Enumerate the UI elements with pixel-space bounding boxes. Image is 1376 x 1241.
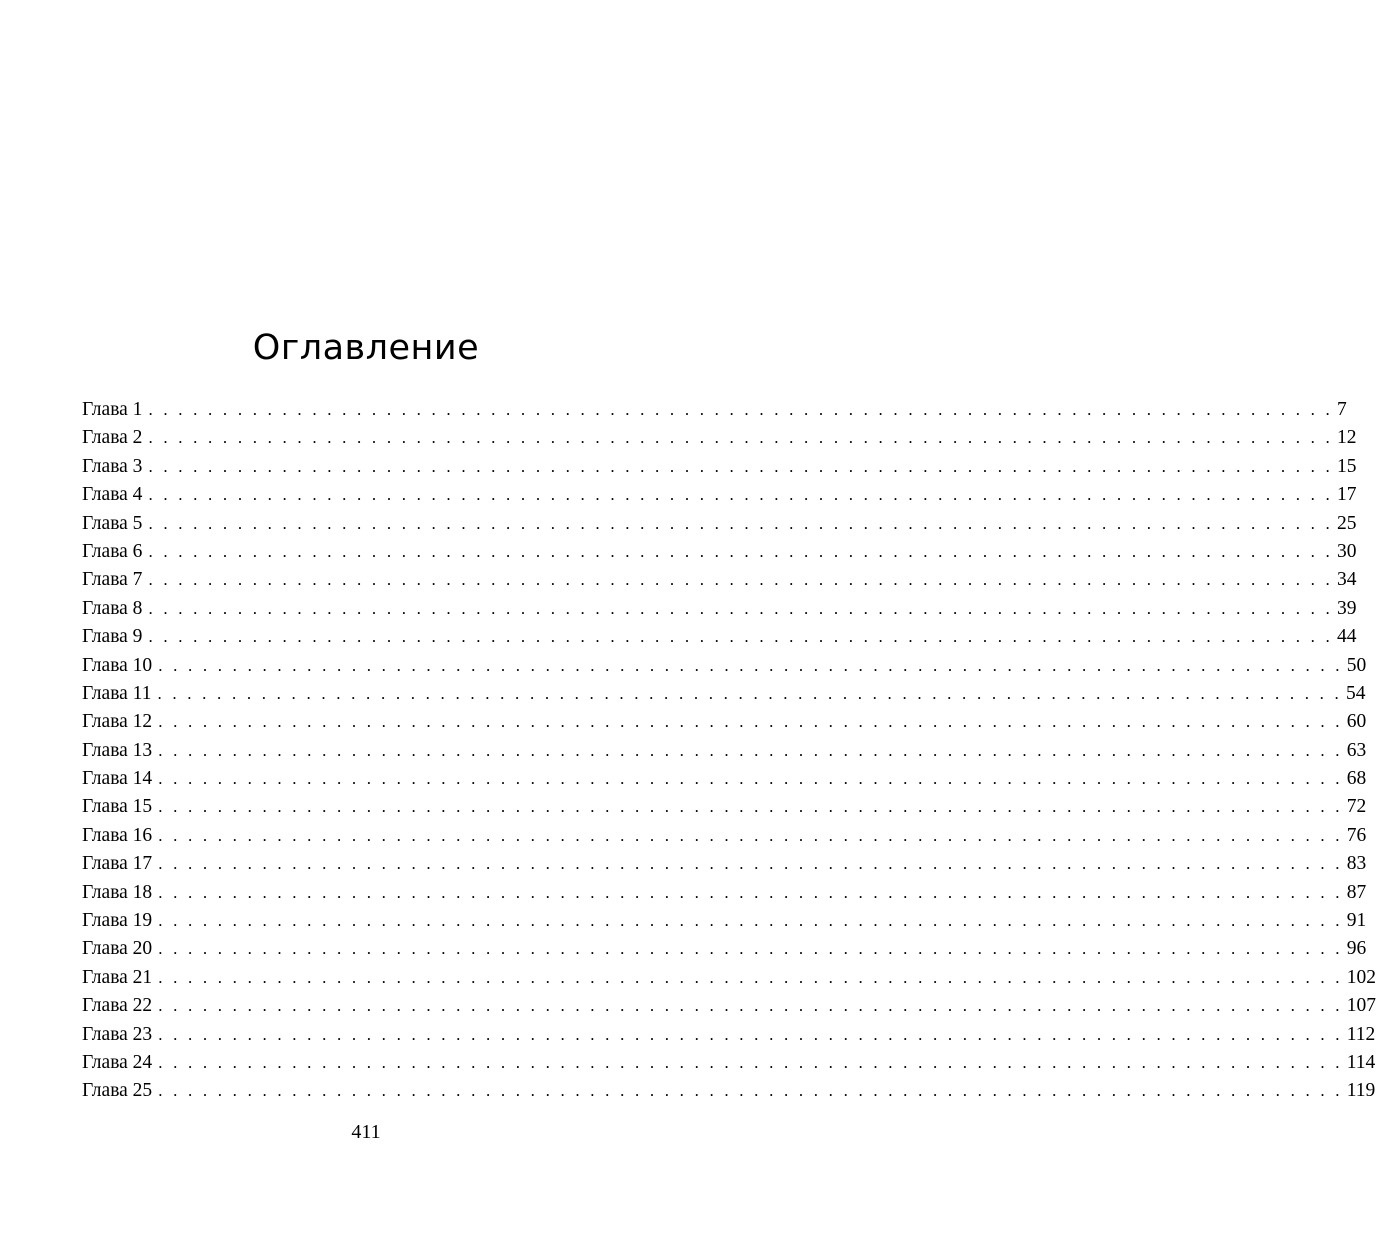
dot-leader: . . . . . . . . . . . . . . . . . . . . . . . . . . . . . . . . . . . . . . . . . . . . . . . . . . . . . . . . . . . . . . . . . . . . . . . . . . . . . . . . bbox=[158, 825, 1343, 845]
toc-entry bbox=[82, 396, 1347, 424]
dot-leader: . . . . . . . . . . . . . . . . . . . . . . . . . . . . . . . . . . . . . . . . . . . . . . . . . . . . . . . . . . . . . . . . . . . . . . . . . . . . . . . . bbox=[158, 769, 1343, 789]
toc-entry-label: Глава 21 bbox=[82, 966, 153, 988]
toc-entry-page: 25 bbox=[1337, 512, 1357, 534]
dot-leader: . . . . . . . . . . . . . . . . . . . . . . . . . . . . . . . . . . . . . . . . . . . . . . . . . . . . . . . . . . . . . . . . . . . . . . . . . . . . . . . . bbox=[158, 740, 1343, 760]
dot-leader: . . . . . . . . . . . . . . . . . . . . . . . . . . . . . . . . . . . . . . . . . . . . . . . . . . . . . . . . . . . . . . . . . . . . . . . . . . . . . . . . bbox=[158, 939, 1343, 959]
dot-leader: . . . . . . . . . . . . . . . . . . . . . . . . . . . . . . . . . . . . . . . . . . . . . . . . . . . . . . . . . . . . . . . . . . . . . . . . . . . . . . . . bbox=[158, 854, 1343, 874]
toc-entry bbox=[82, 595, 1357, 623]
toc-entry-label: Глава 1 bbox=[82, 399, 143, 420]
toc-entry bbox=[82, 879, 1367, 907]
toc-entry-label: Глава 15 bbox=[82, 796, 153, 818]
toc-entry bbox=[82, 992, 1376, 1020]
toc-entry bbox=[82, 453, 1357, 481]
dot-leader: . . . . . . . . . . . . . . . . . . . . . . . . . . . . . . . . . . . . . . . . . . . . . . . . . . . . . . . . . . . . . . . . . . . . . . . . . . . . . . . . bbox=[158, 1024, 1343, 1044]
toc-entry-page: 119 bbox=[1346, 1080, 1376, 1102]
toc-entry-page: 7 bbox=[1337, 399, 1347, 420]
toc-entry bbox=[82, 935, 1367, 963]
toc-entry bbox=[82, 538, 1357, 566]
toc-entry-page: 17 bbox=[1337, 484, 1357, 506]
toc-entry-label: Глава 19 bbox=[82, 910, 153, 932]
dot-leader: . . . . . . . . . . . . . . . . . . . . . . . . . . . . . . . . . . . . . . . . . . . . . . . . . . . . . . . . . . . . . . . . . . . . . . . . . . . . . . . . bbox=[148, 428, 1333, 448]
dot-leader: . . . . . . . . . . . . . . . . . . . . . . . . . . . . . . . . . . . . . . . . . . . . . . . . . . . . . . . . . . . . . . . . . . . . . . . . . . . . . . . . bbox=[158, 655, 1343, 675]
toc-entry-label: Глава 4 bbox=[82, 484, 143, 506]
toc-entry-label: Глава 17 bbox=[82, 853, 153, 875]
toc-entry-label: Глава 9 bbox=[82, 626, 143, 648]
toc-entry-page: 76 bbox=[1346, 824, 1367, 846]
toc-entry-page: 87 bbox=[1346, 881, 1367, 903]
toc-entry-page: 107 bbox=[1346, 995, 1376, 1017]
toc-entry bbox=[82, 708, 1367, 736]
toc-entry-page: 39 bbox=[1337, 597, 1357, 619]
dot-leader: . . . . . . . . . . . . . . . . . . . . . . . . . . . . . . . . . . . . . . . . . . . . . . . . . . . . . . . . . . . . . . . . . . . . . . . . . . . . . . . . bbox=[158, 911, 1343, 931]
toc-entry-label: Глава 2 bbox=[82, 427, 143, 449]
toc-entry bbox=[82, 822, 1367, 850]
toc-entry bbox=[82, 510, 1357, 538]
toc-entry-label: Глава 13 bbox=[82, 739, 153, 761]
toc-entry bbox=[82, 424, 1357, 452]
toc-entry bbox=[82, 1049, 1376, 1077]
dot-leader: . . . . . . . . . . . . . . . . . . . . . . . . . . . . . . . . . . . . . . . . . . . . . . . . . . . . . . . . . . . . . . . . . . . . . . . . . . . . . . . . bbox=[148, 598, 1333, 618]
toc-entry-page: 68 bbox=[1346, 768, 1367, 790]
toc-entry-page: 54 bbox=[1346, 682, 1366, 704]
table-of-contents bbox=[82, 396, 1376, 1106]
toc-entry-label: Глава 23 bbox=[82, 1023, 153, 1045]
toc-entry-label: Глава 7 bbox=[82, 569, 143, 591]
toc-entry-label: Глава 3 bbox=[82, 455, 143, 477]
toc-entry-page: 72 bbox=[1346, 796, 1367, 818]
dot-leader: . . . . . . . . . . . . . . . . . . . . . . . . . . . . . . . . . . . . . . . . . . . . . . . . . . . . . . . . . . . . . . . . . . . . . . . . . . . . . . . . bbox=[158, 797, 1343, 817]
toc-entry-label: Глава 25 bbox=[82, 1080, 153, 1102]
dot-leader: . . . . . . . . . . . . . . . . . . . . . . . . . . . . . . . . . . . . . . . . . . . . . . . . . . . . . . . . . . . . . . . . . . . . . . . . . . . . . . . . bbox=[148, 456, 1333, 476]
dot-leader: . . . . . . . . . . . . . . . . . . . . . . . . . . . . . . . . . . . . . . . . . . . . . . . . . . . . . . . . . . . . . . . . . . . . . . . . . . . . . . . . bbox=[148, 400, 1333, 419]
toc-entry-page: 50 bbox=[1346, 654, 1367, 676]
toc-entry bbox=[82, 765, 1367, 793]
toc-entry-label: Глава 22 bbox=[82, 995, 153, 1017]
dot-leader: . . . . . . . . . . . . . . . . . . . . . . . . . . . . . . . . . . . . . . . . . . . . . . . . . . . . . . . . . . . . . . . . . . . . . . . . . . . . . . . . bbox=[148, 570, 1333, 590]
dot-leader: . . . . . . . . . . . . . . . . . . . . . . . . . . . . . . . . . . . . . . . . . . . . . . . . . . . . . . . . . . . . . . . . . . . . . . . . . . . . . . . . bbox=[158, 967, 1343, 987]
toc-entry-label: Глава 6 bbox=[82, 540, 143, 562]
toc-entry-label: Глава 12 bbox=[82, 711, 153, 733]
toc-entry-page: 112 bbox=[1346, 1023, 1376, 1045]
toc-entry bbox=[82, 652, 1367, 680]
toc-entry bbox=[82, 964, 1376, 992]
toc-entry-label: Глава 18 bbox=[82, 881, 153, 903]
dot-leader: . . . . . . . . . . . . . . . . . . . . . . . . . . . . . . . . . . . . . . . . . . . . . . . . . . . . . . . . . . . . . . . . . . . . . . . . . . . . . . . . bbox=[158, 882, 1343, 902]
toc-entry-label: Глава 10 bbox=[82, 654, 153, 676]
dot-leader: . . . . . . . . . . . . . . . . . . . . . . . . . . . . . . . . . . . . . . . . . . . . . . . . . . . . . . . . . . . . . . . . . . . . . . . . . . . . . . . . bbox=[158, 1081, 1343, 1101]
toc-entry-page: 60 bbox=[1346, 711, 1367, 733]
toc-entry bbox=[82, 793, 1367, 821]
toc-entry bbox=[82, 850, 1367, 878]
toc-entry-label: Глава 20 bbox=[82, 938, 153, 960]
page-number: 411 bbox=[351, 1121, 381, 1143]
toc-entry-page: 91 bbox=[1346, 910, 1367, 932]
toc-entry-page: 15 bbox=[1337, 455, 1357, 477]
dot-leader: . . . . . . . . . . . . . . . . . . . . . . . . . . . . . . . . . . . . . . . . . . . . . . . . . . . . . . . . . . . . . . . . . . . . . . . . . . . . . . . . bbox=[148, 513, 1333, 533]
page-title: Оглавление bbox=[252, 328, 480, 368]
toc-entry-label: Глава 16 bbox=[82, 824, 153, 846]
dot-leader: . . . . . . . . . . . . . . . . . . . . . . . . . . . . . . . . . . . . . . . . . . . . . . . . . . . . . . . . . . . . . . . . . . . . . . . . . . . . . . . . bbox=[148, 627, 1333, 647]
toc-entry bbox=[82, 907, 1367, 935]
toc-entry-page: 83 bbox=[1346, 853, 1367, 875]
dot-leader: . . . . . . . . . . . . . . . . . . . . . . . . . . . . . . . . . . . . . . . . . . . . . . . . . . . . . . . . . . . . . . . . . . . . . . . . . . . . . . . . bbox=[148, 541, 1333, 561]
toc-entry bbox=[82, 1021, 1376, 1049]
toc-entry-label: Глава 11 bbox=[82, 682, 152, 704]
toc-entry-page: 12 bbox=[1337, 427, 1357, 449]
toc-entry-label: Глава 24 bbox=[82, 1051, 153, 1073]
toc-entry-page: 44 bbox=[1337, 626, 1357, 648]
toc-entry-page: 114 bbox=[1346, 1051, 1376, 1073]
dot-leader: . . . . . . . . . . . . . . . . . . . . . . . . . . . . . . . . . . . . . . . . . . . . . . . . . . . . . . . . . . . . . . . . . . . . . . . . . . . . . . . . bbox=[157, 683, 1343, 703]
toc-entry-label: Глава 14 bbox=[82, 768, 153, 790]
toc-entry bbox=[82, 566, 1357, 594]
toc-entry-page: 102 bbox=[1346, 966, 1376, 988]
dot-leader: . . . . . . . . . . . . . . . . . . . . . . . . . . . . . . . . . . . . . . . . . . . . . . . . . . . . . . . . . . . . . . . . . . . . . . . . . . . . . . . . bbox=[158, 996, 1343, 1016]
toc-entry-page: 30 bbox=[1337, 540, 1357, 562]
toc-entry bbox=[82, 481, 1357, 509]
dot-leader: . . . . . . . . . . . . . . . . . . . . . . . . . . . . . . . . . . . . . . . . . . . . . . . . . . . . . . . . . . . . . . . . . . . . . . . . . . . . . . . . bbox=[158, 1052, 1343, 1072]
toc-entry bbox=[82, 1077, 1376, 1105]
toc-entry bbox=[82, 737, 1367, 765]
toc-entry-page: 96 bbox=[1346, 938, 1367, 960]
toc-entry-page: 34 bbox=[1337, 569, 1357, 591]
toc-entry bbox=[82, 680, 1366, 708]
toc-entry bbox=[82, 623, 1357, 651]
toc-entry-label: Глава 8 bbox=[82, 597, 143, 619]
toc-entry-label: Глава 5 bbox=[82, 512, 143, 534]
dot-leader: . . . . . . . . . . . . . . . . . . . . . . . . . . . . . . . . . . . . . . . . . . . . . . . . . . . . . . . . . . . . . . . . . . . . . . . . . . . . . . . . bbox=[158, 712, 1343, 732]
dot-leader: . . . . . . . . . . . . . . . . . . . . . . . . . . . . . . . . . . . . . . . . . . . . . . . . . . . . . . . . . . . . . . . . . . . . . . . . . . . . . . . . bbox=[148, 485, 1333, 505]
toc-entry-page: 63 bbox=[1346, 739, 1367, 761]
